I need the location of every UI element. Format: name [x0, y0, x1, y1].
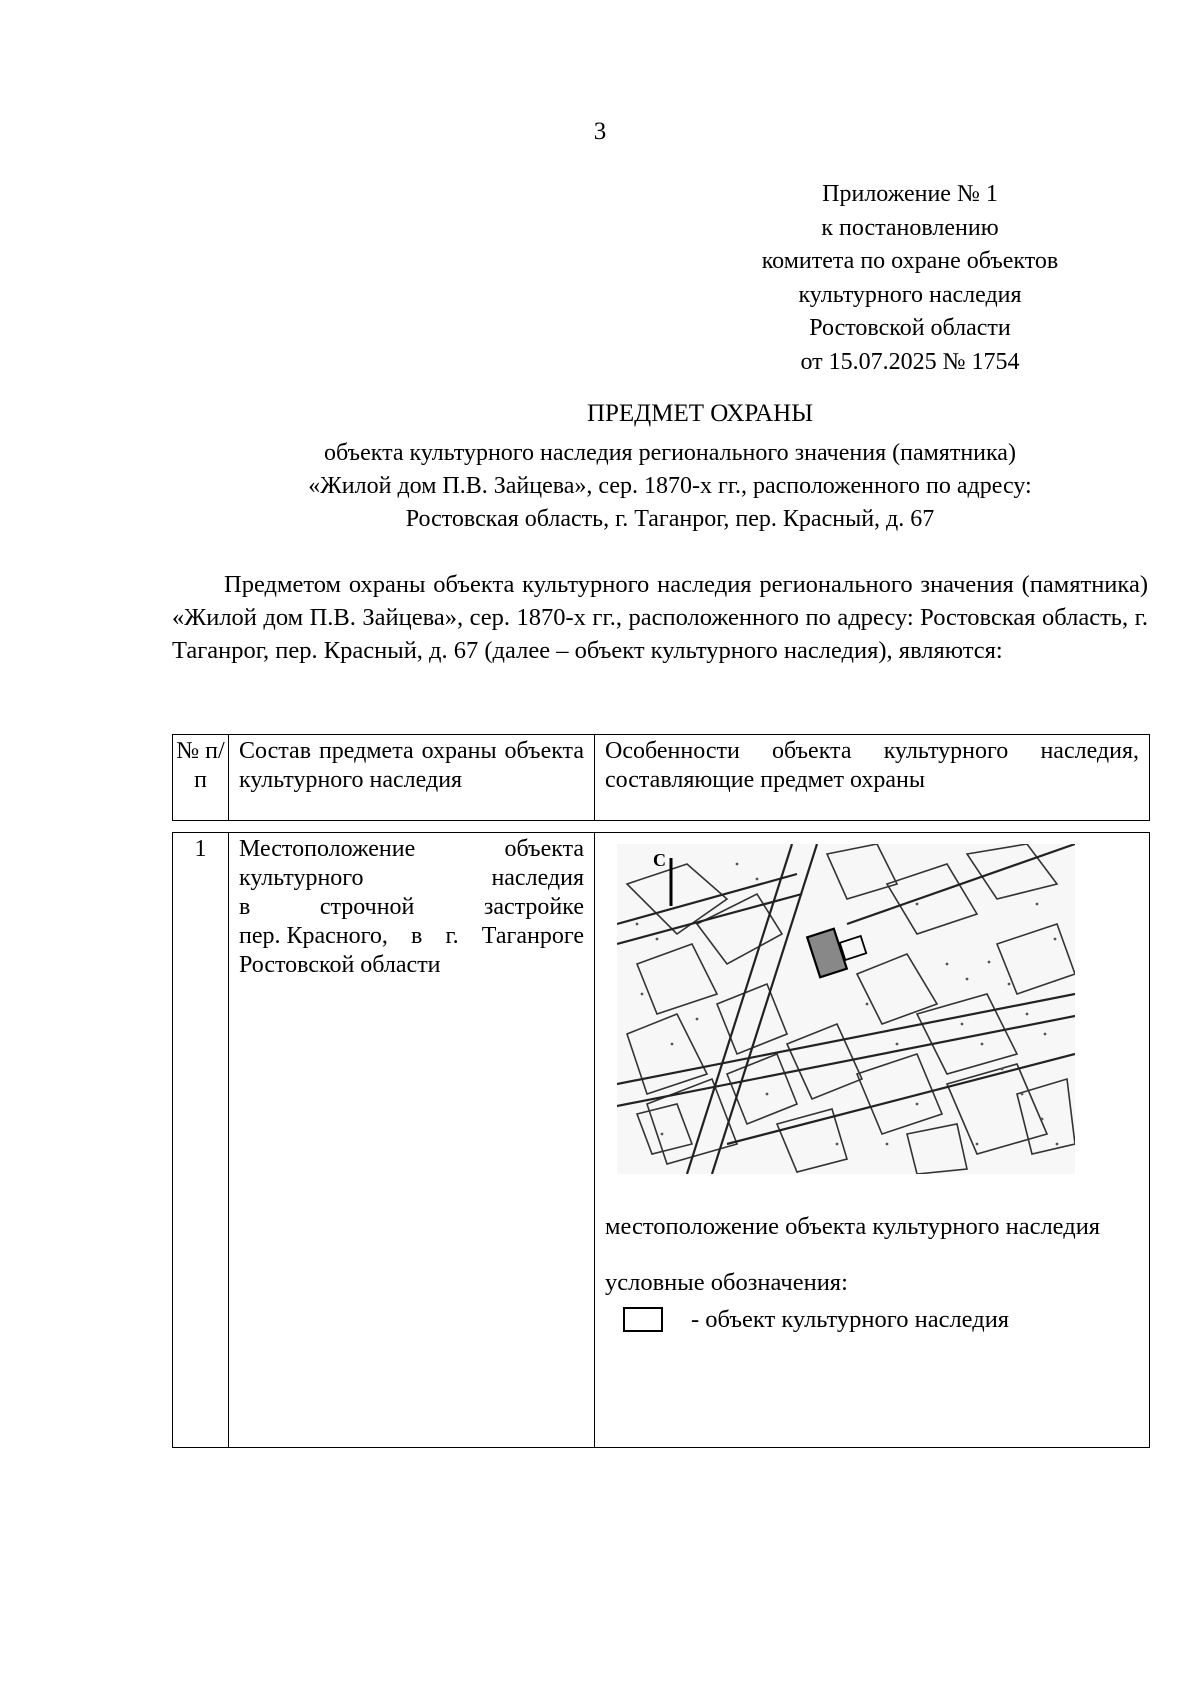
document-title: ПРЕДМЕТ ОХРАНЫ [586, 400, 814, 427]
word: Ростовской области [239, 952, 441, 978]
row-composition [229, 833, 595, 1448]
word: наследия [491, 865, 584, 891]
word: Таганроге [481, 923, 584, 949]
row-num: 1 [173, 833, 229, 1448]
word: Местоположение [239, 836, 416, 862]
row-features [595, 833, 1150, 1448]
legend-title: условные обозначения: [605, 1269, 848, 1296]
document-subtitle [170, 437, 1170, 536]
north-label: С [653, 850, 666, 870]
subtitle-line: Ростовская область, г. Таганрог, пер. Красный, д. 67 [405, 506, 935, 532]
word: строчной [319, 894, 415, 920]
annex-line: от 15.07.2025 № 1754 [800, 348, 1020, 375]
annex-line: Приложение № 1 [822, 181, 998, 207]
intro-text: Предметом охраны объекта культурного наследия регионального значения (памятника) «Жилой дом П.В. Зайцева», сер. 1870-х гг., расположенного по адресу: Ростовская область, г. Таганрог, пер. Красный, д. 67 (далее – объект культурного наследия), являются: [172, 571, 1148, 664]
page-number: 3 [593, 118, 607, 145]
header-composition: Состав предмета охраны объекта культурного наследия [229, 735, 595, 821]
composition-line-5 [239, 951, 584, 980]
composition-line-4 [239, 922, 584, 951]
word: г. [445, 923, 459, 949]
annex-line: культурного наследия [798, 281, 1022, 308]
table-row [172, 832, 1150, 1448]
map-caption: местоположение объекта культурного наследия [605, 1213, 1101, 1240]
annex-line: комитета по охране объектов [761, 248, 1059, 275]
composition-line-3 [239, 893, 584, 922]
word: в [239, 894, 251, 920]
subtitle-line: объекта культурного наследия регионального значения (памятника) [324, 440, 1016, 466]
annex-line: Ростовской области [809, 315, 1011, 342]
header-num: № п/п [173, 735, 229, 821]
word: в [411, 923, 423, 949]
legend-heritage-symbol-icon [623, 1307, 663, 1332]
word: объекта [504, 836, 584, 862]
word: культурного [239, 865, 364, 891]
annex-line: к постановлению [821, 214, 999, 241]
table-header [172, 734, 1150, 821]
legend-item-label: - объект культурного наследия [691, 1306, 1010, 1333]
subtitle-line: «Жилой дом П.В. Зайцева», сер. 1870-х гг., расположенного по адресу: [308, 473, 1032, 499]
composition-line-2 [239, 864, 584, 893]
location-map [617, 844, 1075, 1174]
header-features: Особенности объекта культурного наследия, составляющие предмет охраны [595, 735, 1150, 821]
word: пер. Красного, [239, 923, 388, 949]
legend-item [605, 1303, 1139, 1336]
intro-paragraph [172, 568, 1148, 667]
annex-block [700, 178, 1120, 380]
word: застройке [483, 894, 584, 920]
composition-line-1 [239, 835, 584, 864]
